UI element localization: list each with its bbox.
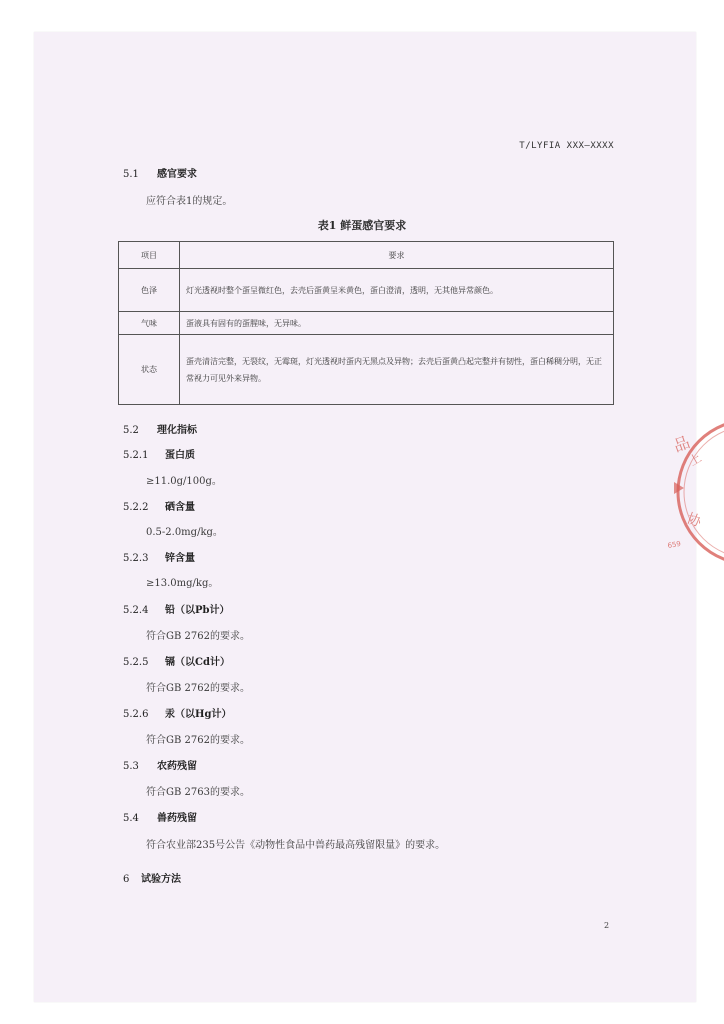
section-5-2-5-text: 符合GB 2762的要求。 xyxy=(146,683,250,694)
section-title: 蛋白质 xyxy=(165,450,195,461)
sensory-requirements-table xyxy=(118,241,614,405)
svg-text:协: 协 xyxy=(684,510,704,531)
section-5-2-4-heading xyxy=(123,601,230,616)
column-header-item: 项目 xyxy=(119,242,180,269)
official-seal-fragment xyxy=(640,412,724,572)
svg-text:上: 上 xyxy=(686,450,704,469)
column-header-requirement: 要求 xyxy=(180,242,614,269)
section-number: 5.2.1 xyxy=(123,450,149,461)
row-item: 状态 xyxy=(119,335,180,405)
section-5-2-6-heading xyxy=(123,705,231,720)
section-title: 硒含量 xyxy=(165,502,195,513)
section-title: 理化指标 xyxy=(157,425,197,436)
section-title: 镉（以Cd计） xyxy=(165,657,230,668)
section-5-2-3-heading xyxy=(123,549,195,564)
row-requirement: 灯光透视时整个蛋呈微红色，去壳后蛋黄呈米黄色，蛋白澄清，透明，无其他异常颜色。 xyxy=(180,269,614,312)
section-5-2-1-heading xyxy=(123,446,195,461)
section-5-2-2-text: 0.5-2.0mg/kg。 xyxy=(146,527,223,538)
section-number: 5.2.2 xyxy=(123,502,149,513)
table-row xyxy=(119,312,614,335)
section-5-3-text: 符合GB 2763的要求。 xyxy=(146,787,250,798)
row-item: 色泽 xyxy=(119,269,180,312)
row-requirement: 蛋壳清洁完整，无裂纹，无霉斑，灯光透视时蛋内无黑点及异物；去壳后蛋黄凸起完整并有韧性，蛋白稀稠分明，无正常视力可见外来异物。 xyxy=(180,335,614,405)
section-number: 5.2 xyxy=(123,425,139,436)
section-5-1-text: 应符合表1的规定。 xyxy=(146,196,233,207)
section-number: 5.4 xyxy=(123,813,139,824)
section-title: 感官要求 xyxy=(157,169,197,180)
section-title: 汞（以Hg计） xyxy=(165,709,232,720)
svg-text:659: 659 xyxy=(666,539,682,550)
section-5-2-4-text: 符合GB 2762的要求。 xyxy=(146,631,250,642)
section-number: 6 xyxy=(123,874,130,885)
section-5-1-heading xyxy=(123,165,197,180)
section-number: 5.3 xyxy=(123,761,139,772)
table-row xyxy=(119,335,614,405)
table-row xyxy=(119,269,614,312)
section-title: 试验方法 xyxy=(141,874,181,885)
page-number: 2 xyxy=(604,921,610,930)
table-caption: 表1 鲜蛋感官要求 xyxy=(317,219,407,232)
section-title: 兽药残留 xyxy=(157,813,197,824)
section-number: 5.1 xyxy=(123,169,139,180)
section-number: 5.2.6 xyxy=(123,709,149,720)
section-title: 铅（以Pb计） xyxy=(165,605,230,616)
table-header-row xyxy=(119,242,614,269)
section-5-4-heading xyxy=(123,809,197,824)
row-requirement: 蛋液具有固有的蛋腥味，无异味。 xyxy=(180,312,614,335)
row-item: 气味 xyxy=(119,312,180,335)
standard-number: T/LYFIA XXX—XXXX xyxy=(519,141,614,151)
section-number: 5.2.4 xyxy=(123,605,149,616)
section-5-3-heading xyxy=(123,757,197,772)
section-5-2-6-text: 符合GB 2762的要求。 xyxy=(146,735,250,746)
section-5-2-3-text: ≥13.0mg/kg。 xyxy=(146,578,219,589)
svg-text:品: 品 xyxy=(670,432,693,456)
section-title: 锌含量 xyxy=(165,553,195,564)
section-6-heading xyxy=(123,870,181,885)
section-5-2-heading xyxy=(123,421,197,436)
section-5-2-2-heading xyxy=(123,498,195,513)
section-5-2-5-heading xyxy=(123,653,230,668)
section-number: 5.2.3 xyxy=(123,553,149,564)
section-title: 农药残留 xyxy=(157,761,197,772)
section-number: 5.2.5 xyxy=(123,657,149,668)
section-5-4-text: 符合农业部235号公告《动物性食品中兽药最高残留限量》的要求。 xyxy=(146,840,446,851)
section-5-2-1-text: ≥11.0g/100g。 xyxy=(146,476,222,487)
